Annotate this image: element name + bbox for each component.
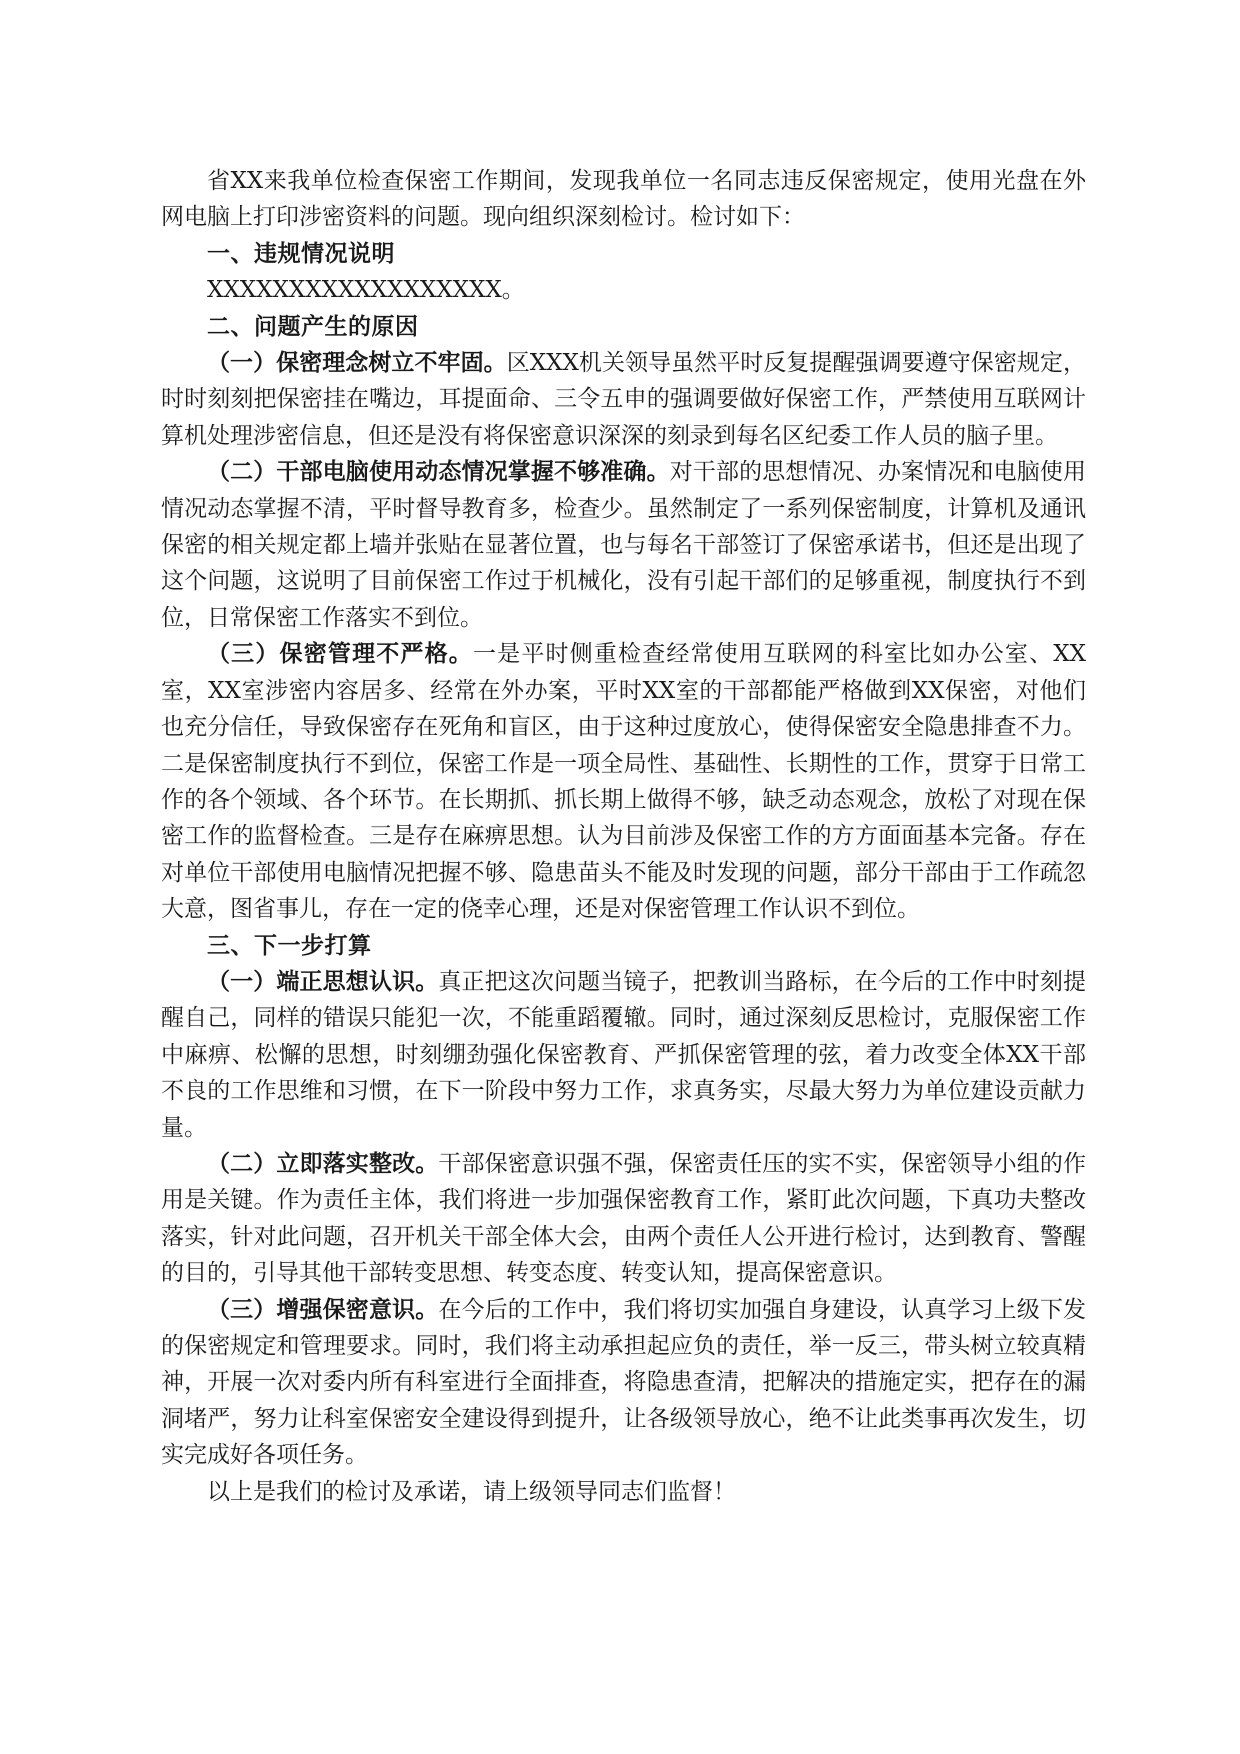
cause-text-1: 区XXX机关领导虽然平时反复提醒强调要遵守保密规定，时时刻刻把保密挂在嘴边，耳提面命、三令五申的强调要做好保密工作，严禁使用互联网计算机处理涉密信息，但还是没有将保密意识深深的刻录到每名区纪委工作人员的脑子里。 <box>161 350 1087 449</box>
document-page <box>161 163 1086 1510</box>
plan-lead-3: （三）增强保密意识。 <box>207 1296 439 1323</box>
cause-lead-2: （二）干部电脑使用动态情况掌握不够准确。 <box>207 459 670 486</box>
cause-paragraph-3 <box>161 636 1086 927</box>
closing-paragraph: 以上是我们的检讨及承诺，请上级领导同志们监督！ <box>207 1478 736 1505</box>
cause-paragraph-1 <box>161 345 1086 454</box>
intro-paragraph: 省XX来我单位检查保密工作期间，发现我单位一名同志违反保密规定，使用光盘在外网电脑上打印涉密资料的问题。现向组织深刻检讨。检讨如下： <box>161 168 1086 231</box>
cause-text-3: 一是平时侧重检查经常使用互联网的科室比如办公室、XX室，XX室涉密内容居多、经常在外办案，平时XX室的干部都能严格做到XX保密，对他们也充分信任，导致保密存在死角和盲区，由于这种过度放心，使得保密安全隐患排查不力。二是保密制度执行不到位，保密工作是一项全局性、基础性、长期性的工作，贯穿于日常工作的各个领域、各个环节。在长期抓、抓长期上做得不够，缺乏动态观念，放松了对现在保密工作的监督检查。三是存在麻痹思想。认为目前涉及保密工作的方方面面基本完备。存在对单位干部使用电脑情况把握不够、隐患苗头不能及时发现的问题，部分干部由于工作疏忽大意，图省事儿，存在一定的侥幸心理，还是对保密管理工作认识不到位。 <box>161 641 1087 923</box>
cause-lead-3: （三）保密管理不严格。 <box>207 641 473 668</box>
plan-paragraph-2 <box>161 1146 1086 1292</box>
section-heading-next-steps: 三、下一步打算 <box>207 932 372 959</box>
plan-lead-2: （二）立即落实整改。 <box>207 1150 439 1177</box>
violation-description: XXXXXXXXXXXXXXXXXX。 <box>207 277 525 304</box>
plan-text-1: 真正把这次问题当镜子，把教训当路标，在今后的工作中时刻提醒自己，同样的错误只能犯一次，不能重蹈覆辙。同时，通过深刻反思检讨，克服保密工作中麻痹、松懈的思想，时刻绷劲强化保密教育、严抓保密管理的弦，着力改变全体XX干部不良的工作思维和习惯，在下一阶段中努力工作，求真务实，尽最大努力为单位建设贡献力量。 <box>161 968 1087 1141</box>
plan-text-2: 干部保密意识强不强，保密责任压的实不实，保密领导小组的作用是关键。作为责任主体，我们将进一步加强保密教育工作，紧盯此次问题，下真功夫整改落实，针对此问题，召开机关干部全体大会，由两个责任人公开进行检讨，达到教育、警醒的目的，引导其他干部转变思想、转变态度、转变认知，提高保密意识。 <box>161 1150 1087 1287</box>
plan-paragraph-3 <box>161 1292 1086 1474</box>
plan-text-3: 在今后的工作中，我们将切实加强自身建设，认真学习上级下发的保密规定和管理要求。同时，我们将主动承担起应负的责任，举一反三，带头树立较真精神，开展一次对委内所有科室进行全面排查，将隐患查清，把解决的措施定实，把存在的漏洞堵严，努力让科室保密安全建设得到提升，让各级领导放心，绝不让此类事再次发生，切实完成好各项任务。 <box>161 1296 1087 1469</box>
plan-paragraph-1 <box>161 964 1086 1146</box>
section-heading-causes: 二、问题产生的原因 <box>207 313 419 340</box>
section-heading-violation: 一、违规情况说明 <box>207 240 395 267</box>
plan-lead-1: （一）端正思想认识。 <box>207 968 439 995</box>
cause-paragraph-2 <box>161 454 1086 636</box>
cause-text-2: 对干部的思想情况、办案情况和电脑使用情况动态掌握不清，平时督导教育多，检查少。虽然制定了一系列保密制度，计算机及通讯保密的相关规定都上墙并张贴在显著位置，也与每名干部签订了保密承诺书，但还是出现了这个问题，这说明了目前保密工作过于机械化，没有引起干部们的足够重视，制度执行不到位，日常保密工作落实不到位。 <box>161 459 1087 631</box>
cause-lead-1: （一）保密理念树立不牢固。 <box>207 350 507 377</box>
